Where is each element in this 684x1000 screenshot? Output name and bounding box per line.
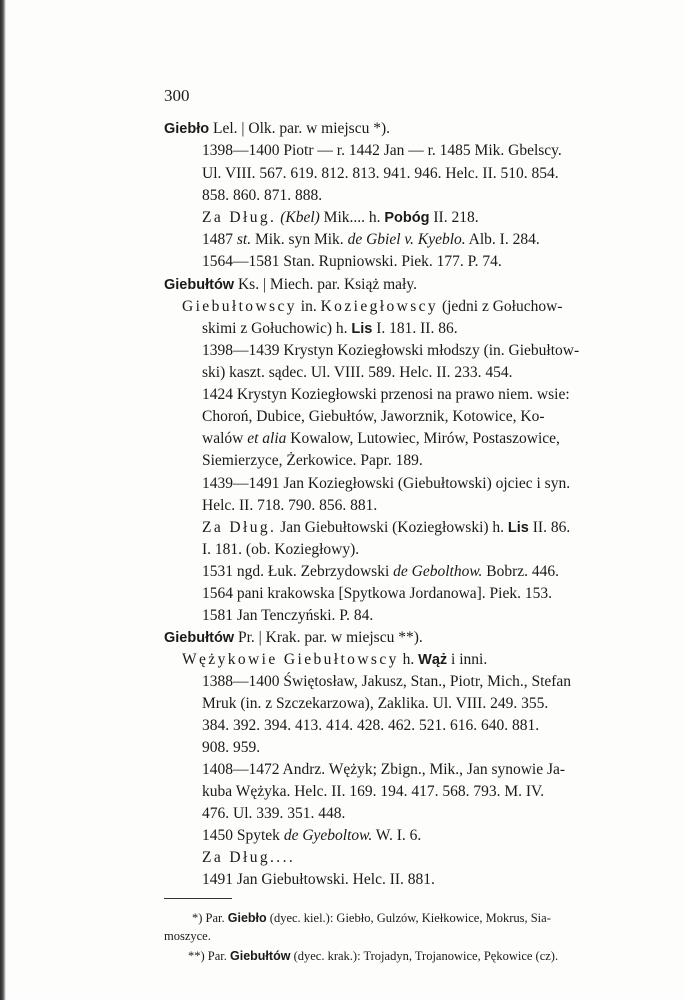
entry-heading-line: Giebułtów Pr. | Krak. par. w miejscu **). xyxy=(164,629,423,646)
text-line: Choroń, Dubice, Giebułtów, Jaworznik, Kotowice, Ko- xyxy=(202,408,545,425)
entry-heading-line: Giebułtów Ks. | Miech. par. Książ mały. xyxy=(164,276,417,293)
text-line: 858. 860. 871. 888. xyxy=(202,187,323,204)
text-line: 1450 Spytek de Gyeboltow. W. I. 6. xyxy=(202,827,422,844)
text-line: Siemierzyce, Żerkowice. Papr. 189. xyxy=(202,452,423,469)
text-line: Mruk (in. z Szczekarzowa), Zaklika. Ul. VIII. 249. 355. xyxy=(202,695,549,712)
text-line: Za Dług. (Kbel) Mik.... h. Pobóg II. 218. xyxy=(202,209,479,226)
text-line: 384. 392. 394. 413. 414. 428. 462. 521. 616. 640. 881. xyxy=(202,717,540,734)
text-line: Ul. VIII. 567. 619. 812. 813. 941. 946. Helc. II. 510. 854. xyxy=(202,165,559,182)
text-line: kuba Wężyka. Helc. II. 169. 194. 417. 568. 793. M. IV. xyxy=(202,783,545,800)
text-line: 1424 Krystyn Koziegłowski przenosi na prawo niem. wsie: xyxy=(202,386,570,403)
footnote-line: *) Par. Giebło (dyec. kiel.): Giebło, Gulzów, Kiełkowice, Mokrus, Sia- xyxy=(192,911,551,925)
entry-headword: Giebło xyxy=(164,121,210,137)
scan-binding-edge xyxy=(0,0,6,1000)
text-line: 1491 Jan Giebułtowski. Helc. II. 881. xyxy=(202,871,435,888)
footnote-line: moszyce. xyxy=(164,929,211,943)
entry-heading-line: Giebło Lel. | Olk. par. w miejscu *). xyxy=(164,120,391,137)
text-line: Za Dług.... xyxy=(202,849,296,866)
text-line: 1487 st. Mik. syn Mik. de Gbiel v. Kyeblo. Alb. I. 284. xyxy=(202,231,540,248)
text-line: skimi z Gołuchowic) h. Lis I. 181. II. 86. xyxy=(202,320,458,337)
text-line: 1439—1491 Jan Koziegłowski (Giebułtowski) ojciec i syn. xyxy=(202,475,571,492)
text-line: walów et alia Kowalow, Lutowiec, Mirów, Postaszowice, xyxy=(202,430,560,447)
entry-headword: Giebułtów xyxy=(164,630,235,646)
text-line: 476. Ul. 339. 351. 448. xyxy=(202,805,346,822)
text-line: 1564—1581 Stan. Rupniowski. Piek. 177. P. 74. xyxy=(202,253,502,270)
text-line: ski) kaszt. sądec. Ul. VIII. 589. Helc. II. 233. 454. xyxy=(202,364,513,381)
footnote-divider xyxy=(164,898,232,899)
text-line: I. 181. (ob. Koziegłowy). xyxy=(202,541,360,558)
text-line: 908. 959. xyxy=(202,739,261,756)
text-line: Wężykowie Giebułtowscy h. Wąż i inni. xyxy=(182,651,488,668)
text-line: 1398—1400 Piotr — r. 1442 Jan — r. 1485 Mik. Gbelscy. xyxy=(202,142,562,159)
text-line: 1408—1472 Andrz. Wężyk; Zbign., Mik., Jan synowie Ja- xyxy=(202,761,566,778)
text-line: Helc. II. 718. 790. 856. 881. xyxy=(202,497,378,514)
entry-headword: Giebułtów xyxy=(164,277,235,293)
text-line: 1581 Jan Tenczyński. P. 84. xyxy=(202,607,374,624)
text-line: 1398—1439 Krystyn Koziegłowski młodszy (in. Giebułtow- xyxy=(202,342,580,359)
text-line: 1388—1400 Świętosław, Jakusz, Stan., Piotr, Mich., Stefan xyxy=(202,673,572,690)
text-line: Za Dług. Jan Giebułtowski (Koziegłowski) h. Lis II. 86. xyxy=(202,519,571,536)
footnote-line: **) Par. Giebułtów (dyec. krak.): Trojadyn, Trojanowice, Pękowice (cz). xyxy=(188,949,559,963)
text-line: 1531 ngd. Łuk. Zebrzydowski de Gebolthow. Bobrz. 446. xyxy=(202,563,560,580)
text-line: 1564 pani krakowska [Spytkowa Jordanowa]. Piek. 153. xyxy=(202,585,552,602)
page-number: 300 xyxy=(164,86,190,105)
text-line: Giebułtowscy in. Koziegłowscy (jedni z Gołuchow- xyxy=(182,298,563,315)
